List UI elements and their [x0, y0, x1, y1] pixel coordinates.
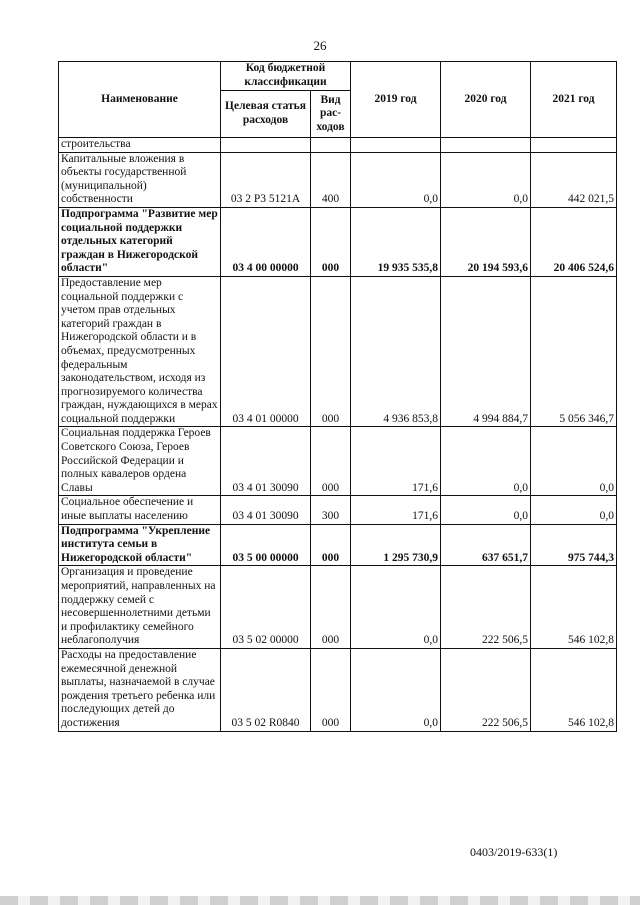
header-code-group: Код бюджетной классификации — [221, 62, 351, 91]
cell-2020: 222 506,5 — [441, 566, 531, 649]
cell-name: Подпрограмма "Развитие мер социальной поддержки отдельных категорий граждан в Нижегородской области" — [59, 207, 221, 276]
cell-vid: 400 — [311, 152, 351, 207]
header-2019: 2019 год — [351, 62, 441, 138]
cell-vid: 000 — [311, 427, 351, 496]
cell-2021 — [531, 138, 617, 153]
cell-2021: 5 056 346,7 — [531, 276, 617, 427]
cell-target-code: 03 5 02 R0840 — [221, 648, 311, 731]
cell-2021: 546 102,8 — [531, 566, 617, 649]
cell-vid: 000 — [311, 524, 351, 566]
cell-2019: 0,0 — [351, 566, 441, 649]
cell-2020: 222 506,5 — [441, 648, 531, 731]
cell-2021: 442 021,5 — [531, 152, 617, 207]
cell-2019: 171,6 — [351, 427, 441, 496]
cell-2019: 171,6 — [351, 496, 441, 524]
scan-edge-decoration — [0, 896, 640, 905]
cell-name: Подпрограмма "Укрепление института семьи в Нижегородской области" — [59, 524, 221, 566]
cell-target-code: 03 5 02 00000 — [221, 566, 311, 649]
cell-name: Расходы на предоставление ежемесячной денежной выплаты, назначаемой в случае рождения третьего ребенка или последующих детей до достижения — [59, 648, 221, 731]
cell-name: Организация и проведение мероприятий, направленных на поддержку семей с несовершеннолетними детьми и профилактику семейного неблагополучия — [59, 566, 221, 649]
cell-2019: 4 936 853,8 — [351, 276, 441, 427]
table-row — [59, 496, 617, 524]
cell-vid — [311, 138, 351, 153]
cell-target-code: 03 2 P3 5121A — [221, 152, 311, 207]
cell-name: Капитальные вложения в объекты государственной (муниципальной) собственности — [59, 152, 221, 207]
cell-2019: 1 295 730,9 — [351, 524, 441, 566]
table-body — [59, 138, 617, 732]
header-2020: 2020 год — [441, 62, 531, 138]
cell-2021: 975 744,3 — [531, 524, 617, 566]
cell-vid: 300 — [311, 496, 351, 524]
cell-name: строительства — [59, 138, 221, 153]
cell-2019: 0,0 — [351, 648, 441, 731]
cell-target-code — [221, 138, 311, 153]
table-row — [59, 276, 617, 427]
cell-2020: 0,0 — [441, 427, 531, 496]
cell-target-code: 03 4 01 00000 — [221, 276, 311, 427]
budget-table — [58, 61, 617, 732]
document-code: 0403/2019-633(1) — [470, 845, 558, 859]
table-row — [59, 524, 617, 566]
table-row — [59, 138, 617, 153]
cell-2019: 19 935 535,8 — [351, 207, 441, 276]
header-row-top — [59, 62, 617, 91]
header-name: Наименование — [59, 62, 221, 138]
table-row — [59, 152, 617, 207]
cell-target-code: 03 5 00 00000 — [221, 524, 311, 566]
cell-2021: 546 102,8 — [531, 648, 617, 731]
cell-2019 — [351, 138, 441, 153]
cell-2021: 0,0 — [531, 427, 617, 496]
header-2021: 2021 год — [531, 62, 617, 138]
cell-2020: 0,0 — [441, 152, 531, 207]
header-target: Целевая статья расходов — [221, 91, 311, 138]
cell-name: Предоставление мер социальной поддержки с учетом прав отдельных категорий граждан в Нижегородской области и в объемах, предусмотренных федеральным законодательством, исходя из прогнозируемого количества граждан, нуждающихся в мерах социальной поддержки — [59, 276, 221, 427]
cell-2021: 20 406 524,6 — [531, 207, 617, 276]
cell-target-code: 03 4 01 30090 — [221, 427, 311, 496]
page-number: 26 — [313, 38, 327, 53]
cell-name: Социальная поддержка Героев Советского Союза, Героев Российской Федерации и полных кавалеров ордена Славы — [59, 427, 221, 496]
cell-vid: 000 — [311, 276, 351, 427]
table-row — [59, 207, 617, 276]
cell-target-code: 03 4 01 30090 — [221, 496, 311, 524]
cell-2020: 20 194 593,6 — [441, 207, 531, 276]
cell-vid: 000 — [311, 207, 351, 276]
cell-name: Социальное обеспечение и иные выплаты населению — [59, 496, 221, 524]
table-row — [59, 648, 617, 731]
cell-2019: 0,0 — [351, 152, 441, 207]
cell-2021: 0,0 — [531, 496, 617, 524]
cell-2020 — [441, 138, 531, 153]
cell-2020: 637 651,7 — [441, 524, 531, 566]
header-vid: Вид рас-ходов — [311, 91, 351, 138]
cell-vid: 000 — [311, 566, 351, 649]
cell-2020: 4 994 884,7 — [441, 276, 531, 427]
cell-vid: 000 — [311, 648, 351, 731]
cell-target-code: 03 4 00 00000 — [221, 207, 311, 276]
cell-2020: 0,0 — [441, 496, 531, 524]
table-row — [59, 427, 617, 496]
table-row — [59, 566, 617, 649]
